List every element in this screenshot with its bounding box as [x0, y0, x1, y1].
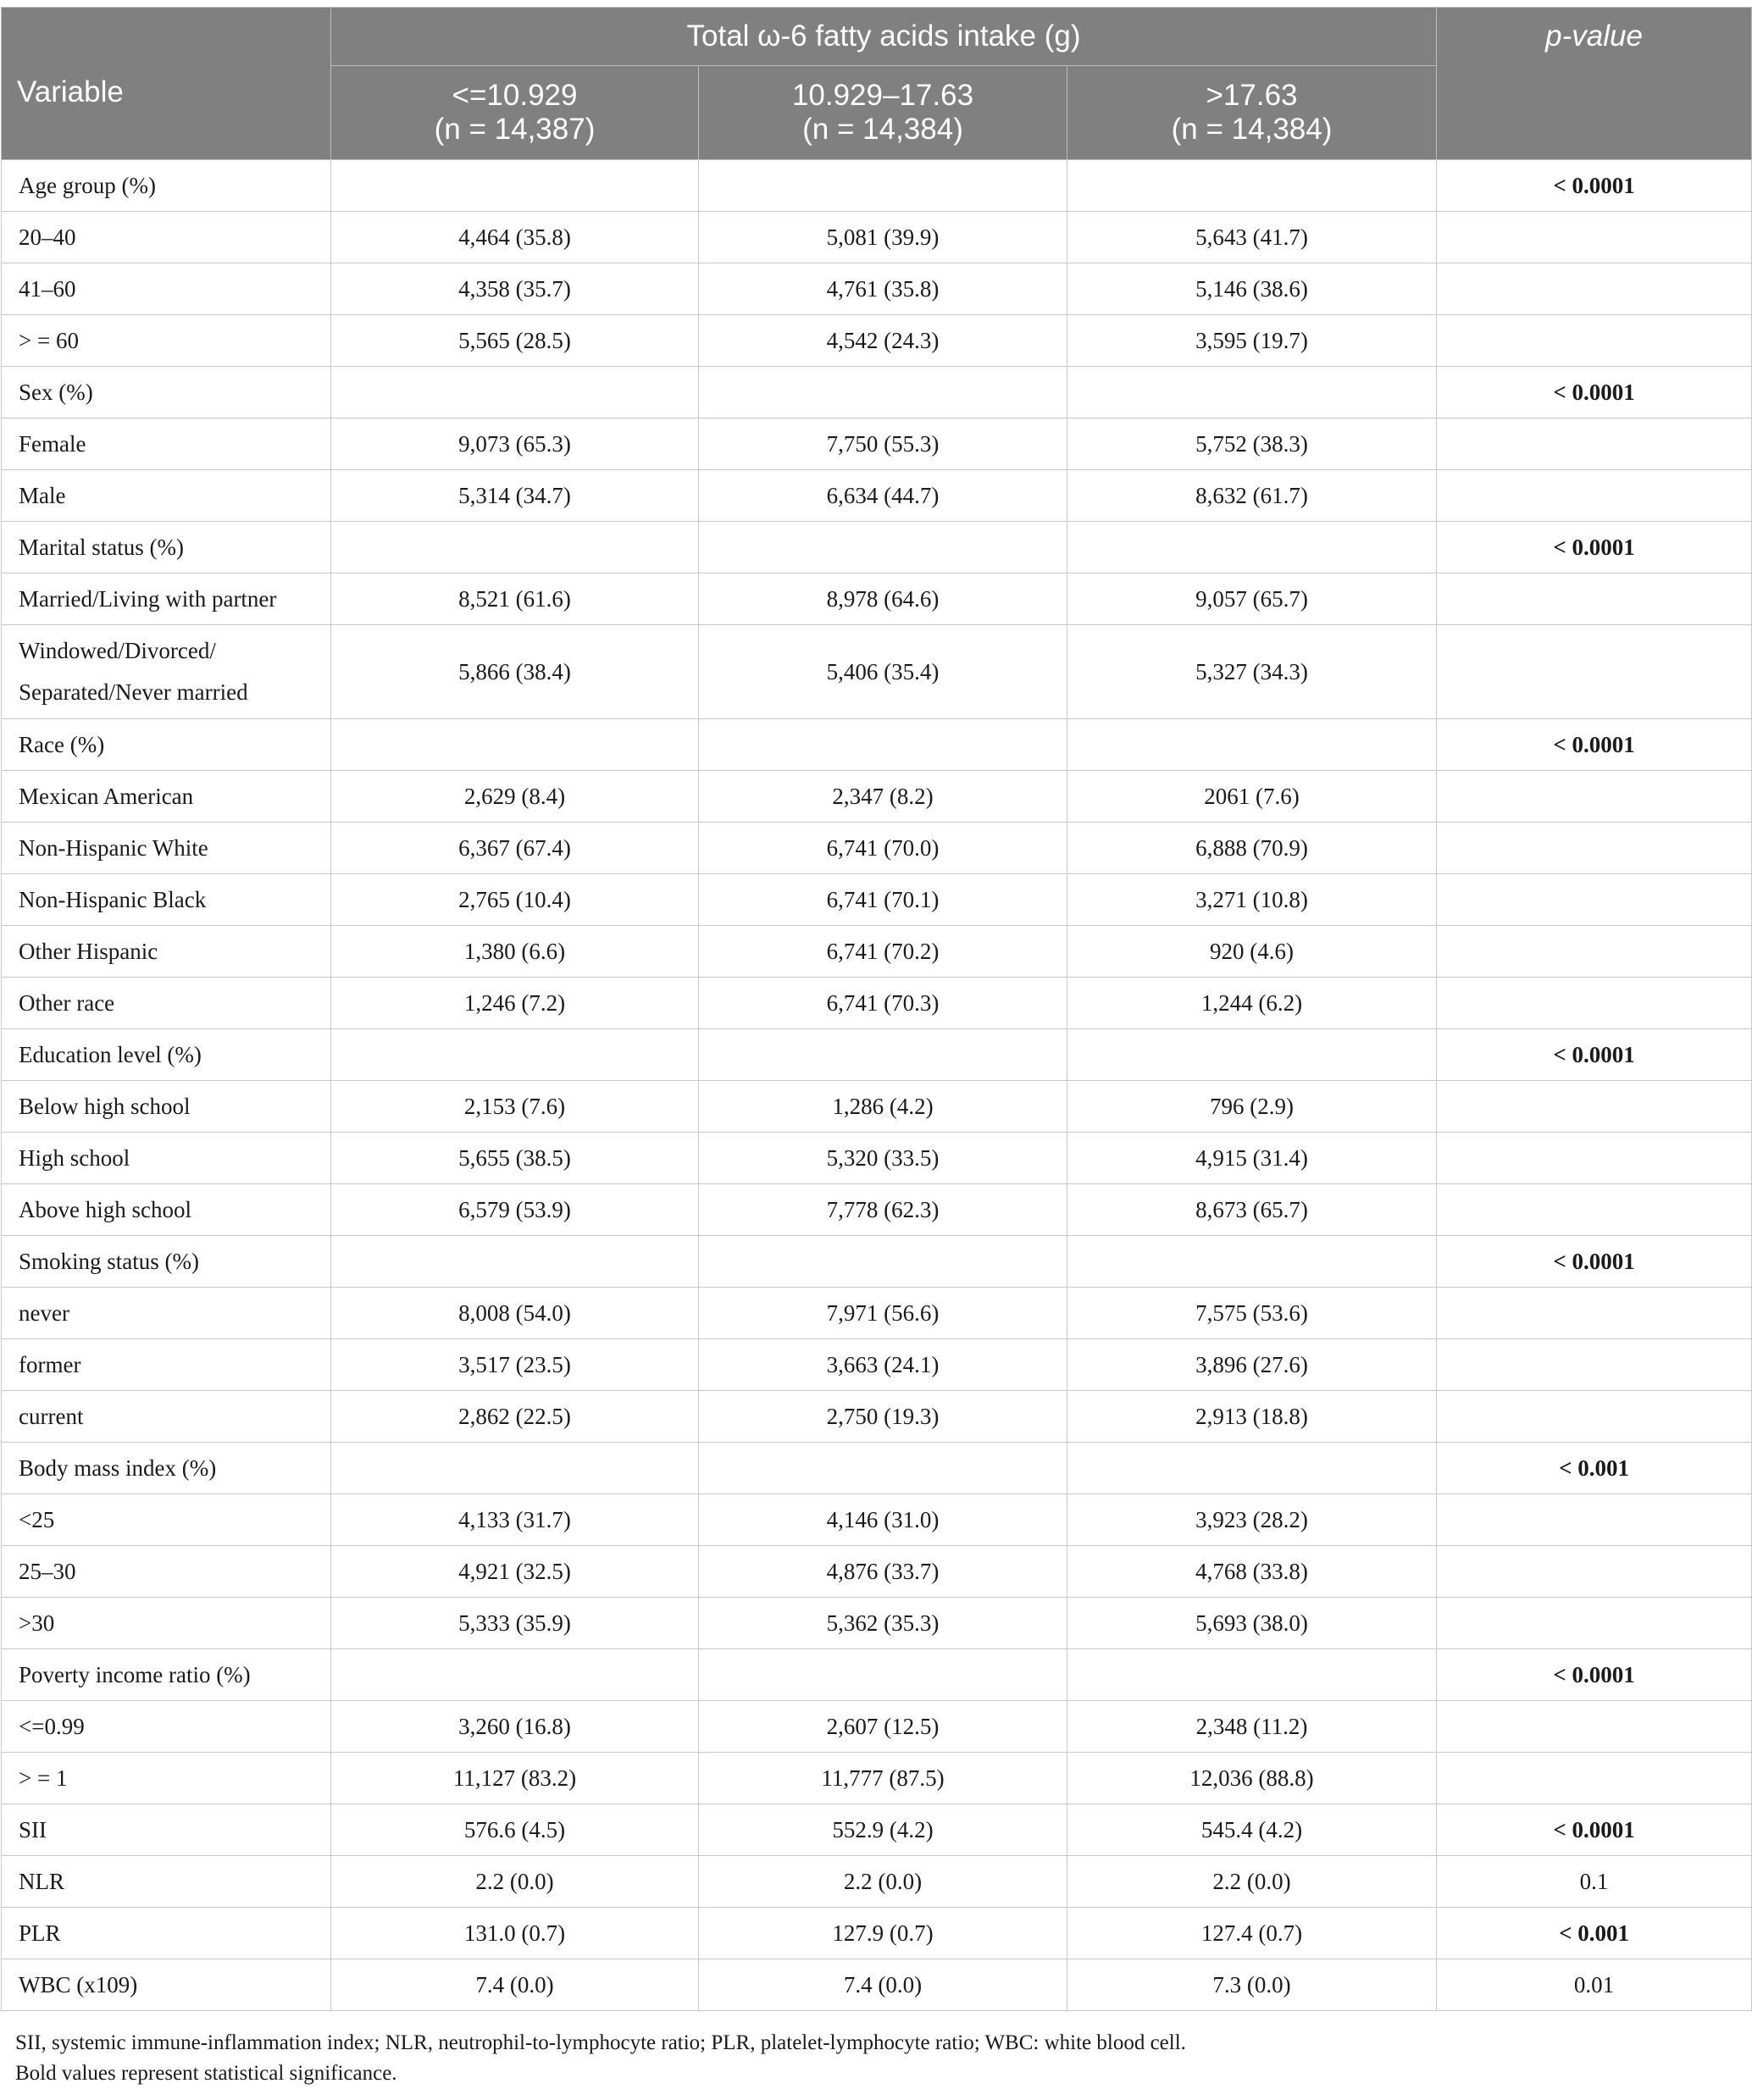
cell-group-3: 2.2 (0.0) [1067, 1856, 1437, 1908]
cell-group-2 [699, 719, 1067, 771]
cell-pvalue [1437, 1494, 1752, 1546]
cell-group-2: 552.9 (4.2) [699, 1804, 1067, 1856]
cell-pvalue: < 0.0001 [1437, 367, 1752, 418]
table-row [2, 1546, 1752, 1598]
cell-group-3 [1067, 719, 1437, 771]
group-3-n: (n = 14,384) [1171, 113, 1333, 146]
row-label: WBC (x109) [2, 1959, 331, 2011]
cell-pvalue [1437, 212, 1752, 263]
cell-group-2: 4,146 (31.0) [699, 1494, 1067, 1546]
cell-group-3: 7.3 (0.0) [1067, 1959, 1437, 2011]
row-label: former [2, 1339, 331, 1391]
cell-group-3: 12,036 (88.8) [1067, 1753, 1437, 1804]
cell-pvalue [1437, 1339, 1752, 1391]
cell-group-3: 3,896 (27.6) [1067, 1339, 1437, 1391]
row-label: Marital status (%) [2, 522, 331, 573]
cell-group-2: 6,741 (70.1) [699, 874, 1067, 926]
cell-group-3: 5,146 (38.6) [1067, 263, 1437, 315]
cell-pvalue [1437, 926, 1752, 978]
table-row [2, 315, 1752, 367]
table-row [2, 1753, 1752, 1804]
table-row [2, 771, 1752, 823]
cell-group-2: 3,663 (24.1) [699, 1339, 1067, 1391]
table-row [2, 1288, 1752, 1339]
cell-group-1: 4,133 (31.7) [331, 1494, 699, 1546]
cell-group-2: 2,347 (8.2) [699, 771, 1067, 823]
cell-group-1: 6,579 (53.9) [331, 1184, 699, 1236]
cell-pvalue [1437, 1546, 1752, 1598]
table-row [2, 625, 1752, 719]
cell-group-3: 8,673 (65.7) [1067, 1184, 1437, 1236]
header-pvalue [1437, 8, 1752, 160]
table-row [2, 573, 1752, 625]
row-label: Above high school [2, 1184, 331, 1236]
cell-group-1 [331, 522, 699, 573]
cell-group-3: 2,913 (18.8) [1067, 1391, 1437, 1443]
cell-group-1: 576.6 (4.5) [331, 1804, 699, 1856]
cell-group-2: 7,778 (62.3) [699, 1184, 1067, 1236]
header-group-1 [331, 66, 699, 160]
table-row [2, 212, 1752, 263]
cell-group-1: 8,521 (61.6) [331, 573, 699, 625]
cell-group-3: 6,888 (70.9) [1067, 823, 1437, 874]
table-row [2, 418, 1752, 470]
table-row [2, 1236, 1752, 1288]
cell-group-2: 7.4 (0.0) [699, 1959, 1067, 2011]
table-row [2, 160, 1752, 212]
cell-group-3 [1067, 1443, 1437, 1494]
cell-group-2: 8,978 (64.6) [699, 573, 1067, 625]
cell-group-1: 131.0 (0.7) [331, 1908, 699, 1959]
row-label: NLR [2, 1856, 331, 1908]
cell-pvalue [1437, 1701, 1752, 1753]
cell-group-1: 1,380 (6.6) [331, 926, 699, 978]
group-2-range: 10.929–17.63 [791, 79, 974, 112]
cell-group-2 [699, 160, 1067, 212]
table-row [2, 522, 1752, 573]
cell-group-2: 7,971 (56.6) [699, 1288, 1067, 1339]
cell-group-1: 5,866 (38.4) [331, 625, 699, 719]
cell-group-1: 7.4 (0.0) [331, 1959, 699, 2011]
cell-group-1: 4,921 (32.5) [331, 1546, 699, 1598]
row-label: Windowed/Divorced/ Separated/Never married [2, 625, 331, 719]
cell-group-1 [331, 1236, 699, 1288]
cell-group-3: 796 (2.9) [1067, 1081, 1437, 1133]
data-table [1, 7, 1752, 2011]
cell-pvalue [1437, 418, 1752, 470]
cell-pvalue: < 0.001 [1437, 1908, 1752, 1959]
cell-group-3: 5,643 (41.7) [1067, 212, 1437, 263]
cell-pvalue [1437, 625, 1752, 719]
table-row [2, 1494, 1752, 1546]
cell-group-2 [699, 522, 1067, 573]
cell-group-2: 11,777 (87.5) [699, 1753, 1067, 1804]
row-label: <=0.99 [2, 1701, 331, 1753]
header-spanner: Total ω-6 fatty acids intake (g) [331, 8, 1437, 66]
cell-group-3: 3,923 (28.2) [1067, 1494, 1437, 1546]
cell-group-1: 2,862 (22.5) [331, 1391, 699, 1443]
cell-group-1 [331, 1649, 699, 1701]
cell-pvalue: < 0.001 [1437, 1443, 1752, 1494]
cell-group-2: 6,741 (70.2) [699, 926, 1067, 978]
cell-group-3 [1067, 160, 1437, 212]
table-header [2, 8, 1752, 160]
cell-group-1: 5,314 (34.7) [331, 470, 699, 522]
row-label: Other race [2, 978, 331, 1029]
row-label: Sex (%) [2, 367, 331, 418]
row-label: Below high school [2, 1081, 331, 1133]
table-row [2, 1598, 1752, 1649]
row-label: Mexican American [2, 771, 331, 823]
group-1-range: <=10.929 [452, 79, 578, 112]
header-group-2 [699, 66, 1067, 160]
table-row [2, 874, 1752, 926]
cell-group-1: 2.2 (0.0) [331, 1856, 699, 1908]
cell-pvalue [1437, 315, 1752, 367]
cell-group-2 [699, 367, 1067, 418]
cell-group-2: 127.9 (0.7) [699, 1908, 1067, 1959]
table-row [2, 978, 1752, 1029]
cell-group-2: 4,761 (35.8) [699, 263, 1067, 315]
table-row [2, 719, 1752, 771]
cell-group-1 [331, 1443, 699, 1494]
row-label: >30 [2, 1598, 331, 1649]
cell-group-3 [1067, 367, 1437, 418]
cell-group-2: 5,320 (33.5) [699, 1133, 1067, 1184]
cell-group-1: 5,333 (35.9) [331, 1598, 699, 1649]
cell-group-2: 1,286 (4.2) [699, 1081, 1067, 1133]
table-body [2, 160, 1752, 2011]
cell-pvalue: < 0.0001 [1437, 160, 1752, 212]
cell-group-3: 920 (4.6) [1067, 926, 1437, 978]
table-row [2, 263, 1752, 315]
cell-group-1 [331, 719, 699, 771]
p-italic: p-value [1545, 19, 1643, 53]
cell-pvalue: < 0.0001 [1437, 1029, 1752, 1081]
cell-group-3 [1067, 1236, 1437, 1288]
row-label: 25–30 [2, 1546, 331, 1598]
table-row [2, 1029, 1752, 1081]
group-2-n: (n = 14,384) [802, 113, 963, 146]
row-label: Female [2, 418, 331, 470]
table-row [2, 823, 1752, 874]
cell-group-3: 9,057 (65.7) [1067, 573, 1437, 625]
cell-pvalue [1437, 573, 1752, 625]
cell-pvalue [1437, 1598, 1752, 1649]
cell-group-3 [1067, 1029, 1437, 1081]
header-group-3 [1067, 66, 1437, 160]
row-label: Age group (%) [2, 160, 331, 212]
row-label: 41–60 [2, 263, 331, 315]
row-label: Married/Living with partner [2, 573, 331, 625]
table-row [2, 367, 1752, 418]
row-label: Body mass index (%) [2, 1443, 331, 1494]
table-row [2, 1701, 1752, 1753]
cell-group-3: 7,575 (53.6) [1067, 1288, 1437, 1339]
table-row [2, 1908, 1752, 1959]
cell-pvalue: < 0.0001 [1437, 1236, 1752, 1288]
cell-group-3: 3,271 (10.8) [1067, 874, 1437, 926]
cell-pvalue: < 0.0001 [1437, 1649, 1752, 1701]
table-row [2, 1391, 1752, 1443]
cell-pvalue [1437, 1184, 1752, 1236]
row-label: High school [2, 1133, 331, 1184]
cell-group-3: 127.4 (0.7) [1067, 1908, 1437, 1959]
cell-group-3: 545.4 (4.2) [1067, 1804, 1437, 1856]
cell-group-3: 4,768 (33.8) [1067, 1546, 1437, 1598]
cell-group-2: 2,750 (19.3) [699, 1391, 1067, 1443]
row-label: Smoking status (%) [2, 1236, 331, 1288]
cell-group-2 [699, 1029, 1067, 1081]
cell-group-1 [331, 367, 699, 418]
cell-pvalue [1437, 1288, 1752, 1339]
table-row [2, 1959, 1752, 2011]
cell-group-1: 2,765 (10.4) [331, 874, 699, 926]
group-1-n: (n = 14,387) [434, 113, 596, 146]
row-label: > = 1 [2, 1753, 331, 1804]
cell-group-3: 5,693 (38.0) [1067, 1598, 1437, 1649]
cell-pvalue [1437, 263, 1752, 315]
row-label: Other Hispanic [2, 926, 331, 978]
cell-pvalue: 0.01 [1437, 1959, 1752, 2011]
cell-group-1 [331, 160, 699, 212]
cell-group-3: 8,632 (61.7) [1067, 470, 1437, 522]
row-label: Race (%) [2, 719, 331, 771]
cell-pvalue [1437, 1391, 1752, 1443]
cell-group-1: 11,127 (83.2) [331, 1753, 699, 1804]
cell-group-3: 2061 (7.6) [1067, 771, 1437, 823]
cell-group-3: 2,348 (11.2) [1067, 1701, 1437, 1753]
table-row [2, 926, 1752, 978]
cell-pvalue [1437, 470, 1752, 522]
cell-group-1: 5,655 (38.5) [331, 1133, 699, 1184]
row-label: Male [2, 470, 331, 522]
table-row [2, 1649, 1752, 1701]
cell-group-1: 4,358 (35.7) [331, 263, 699, 315]
cell-pvalue [1437, 874, 1752, 926]
cell-group-3: 5,752 (38.3) [1067, 418, 1437, 470]
cell-group-1: 8,008 (54.0) [331, 1288, 699, 1339]
cell-group-1: 4,464 (35.8) [331, 212, 699, 263]
cell-group-1: 2,629 (8.4) [331, 771, 699, 823]
cell-group-3 [1067, 522, 1437, 573]
cell-group-2: 4,876 (33.7) [699, 1546, 1067, 1598]
header-variable: Variable [2, 8, 331, 160]
cell-group-2: 5,081 (39.9) [699, 212, 1067, 263]
cell-group-1: 1,246 (7.2) [331, 978, 699, 1029]
cell-pvalue [1437, 771, 1752, 823]
cell-pvalue [1437, 978, 1752, 1029]
table-row [2, 1081, 1752, 1133]
cell-pvalue: < 0.0001 [1437, 719, 1752, 771]
row-label: Non-Hispanic Black [2, 874, 331, 926]
cell-group-3: 4,915 (31.4) [1067, 1133, 1437, 1184]
cell-group-2: 4,542 (24.3) [699, 315, 1067, 367]
table-row [2, 1133, 1752, 1184]
cell-group-2: 2.2 (0.0) [699, 1856, 1067, 1908]
cell-group-2: 6,634 (44.7) [699, 470, 1067, 522]
cell-pvalue: 0.1 [1437, 1856, 1752, 1908]
row-label: 20–40 [2, 212, 331, 263]
cell-group-2: 5,362 (35.3) [699, 1598, 1067, 1649]
table-row [2, 1443, 1752, 1494]
cell-group-3 [1067, 1649, 1437, 1701]
cell-group-1 [331, 1029, 699, 1081]
group-3-range: >17.63 [1206, 79, 1298, 112]
cell-pvalue [1437, 1133, 1752, 1184]
cell-group-1: 3,517 (23.5) [331, 1339, 699, 1391]
table-footnotes [0, 2028, 1752, 2089]
table-container [0, 7, 1752, 2089]
cell-group-1: 3,260 (16.8) [331, 1701, 699, 1753]
row-label: never [2, 1288, 331, 1339]
cell-group-2: 5,406 (35.4) [699, 625, 1067, 719]
cell-group-2: 2,607 (12.5) [699, 1701, 1067, 1753]
table-row [2, 470, 1752, 522]
row-label: <25 [2, 1494, 331, 1546]
cell-group-2: 6,741 (70.0) [699, 823, 1067, 874]
row-label: Education level (%) [2, 1029, 331, 1081]
cell-group-2 [699, 1443, 1067, 1494]
cell-group-1: 6,367 (67.4) [331, 823, 699, 874]
cell-group-2: 7,750 (55.3) [699, 418, 1067, 470]
cell-group-1: 5,565 (28.5) [331, 315, 699, 367]
table-row [2, 1856, 1752, 1908]
cell-group-1: 2,153 (7.6) [331, 1081, 699, 1133]
cell-group-2: 6,741 (70.3) [699, 978, 1067, 1029]
cell-group-3: 1,244 (6.2) [1067, 978, 1437, 1029]
cell-pvalue [1437, 1753, 1752, 1804]
row-label: > = 60 [2, 315, 331, 367]
cell-group-1: 9,073 (65.3) [331, 418, 699, 470]
cell-group-2 [699, 1649, 1067, 1701]
footnote-bold: Bold values represent statistical significance. [15, 2062, 397, 2085]
row-label: current [2, 1391, 331, 1443]
row-label: Poverty income ratio (%) [2, 1649, 331, 1701]
cell-group-2 [699, 1236, 1067, 1288]
cell-pvalue [1437, 823, 1752, 874]
row-label: PLR [2, 1908, 331, 1959]
row-label: Non-Hispanic White [2, 823, 331, 874]
cell-pvalue [1437, 1081, 1752, 1133]
table-row [2, 1804, 1752, 1856]
footnote-abbreviations: SII, systemic immune-inflammation index; NLR, neutrophil-to-lymphocyte ratio; PLR, platelet-lymphocyte ratio; WBC: white blood cell. [15, 2031, 1186, 2054]
row-label: SII [2, 1804, 331, 1856]
cell-pvalue: < 0.0001 [1437, 1804, 1752, 1856]
table-row [2, 1184, 1752, 1236]
cell-group-3: 3,595 (19.7) [1067, 315, 1437, 367]
cell-pvalue: < 0.0001 [1437, 522, 1752, 573]
table-row [2, 1339, 1752, 1391]
cell-group-3: 5,327 (34.3) [1067, 625, 1437, 719]
